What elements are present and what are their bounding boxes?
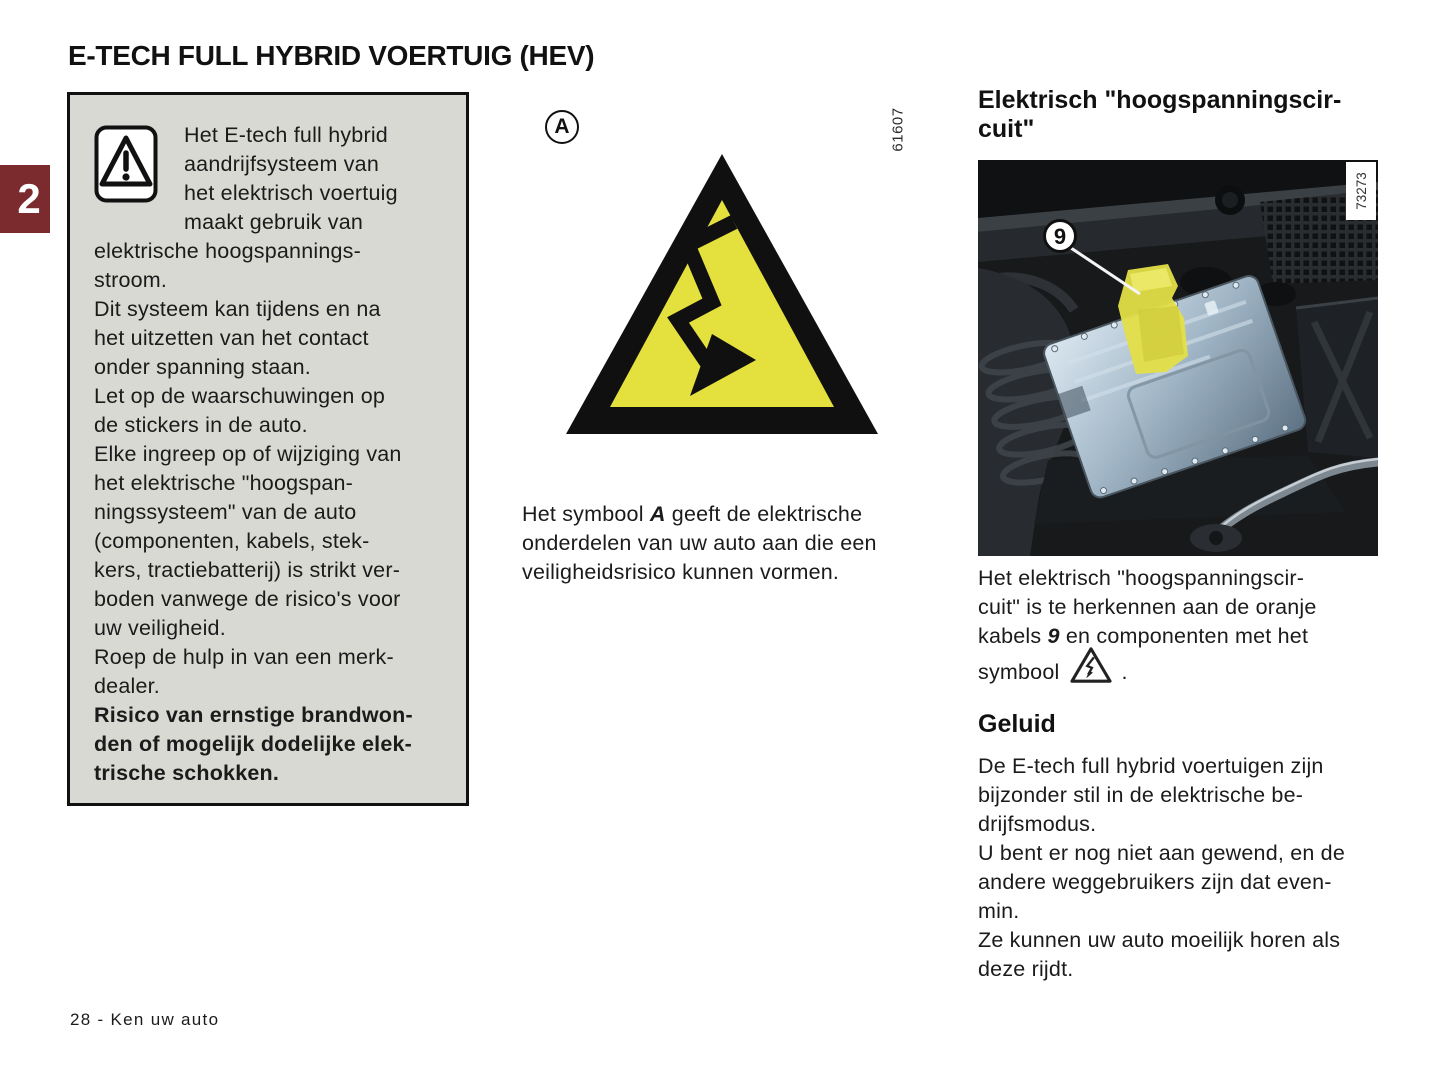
warning-box: [67, 92, 469, 806]
section-heading-geluid: Geluid: [978, 710, 1056, 738]
caption-marker-a: A: [649, 502, 666, 526]
warning-line: Let op de waarschuwingen op: [94, 384, 386, 408]
paragraph-text: .: [1121, 660, 1128, 684]
sound-paragraph: [978, 926, 1340, 984]
section-heading-hoogspanningscircuit: [978, 86, 1341, 143]
high-voltage-symbol-icon: [1069, 645, 1113, 685]
paragraph-line: Ze kunnen uw auto moeilijk horen als: [978, 928, 1341, 952]
heading-line: cuit": [978, 114, 1035, 143]
warning-line: aandrijfsysteem van: [184, 152, 380, 176]
figure-a-caption: [522, 500, 877, 587]
warning-line: Roep de hulp in van een merk-: [94, 645, 394, 669]
warning-line: het elektrische "hoogspan-: [94, 471, 354, 495]
chapter-number: 2: [17, 175, 41, 222]
caption-text: Het symbool: [522, 502, 650, 526]
warning-bold-line: trische schokken.: [94, 761, 280, 785]
paragraph-line: De E-tech full hybrid voertuigen zijn: [978, 754, 1324, 778]
chapter-tab: [0, 165, 50, 233]
figure-number-text: 61607: [889, 106, 907, 152]
callout-reference-9: 9: [1047, 624, 1060, 648]
warning-line: maakt gebruik van: [184, 210, 364, 234]
warning-line: stroom.: [94, 268, 168, 292]
engine-bay-photo: [978, 160, 1378, 556]
caption-line: veiligheidsrisico kunnen vormen.: [522, 560, 840, 584]
warning-line: (componenten, kabels, stek-: [94, 529, 370, 553]
figure-marker-a: [545, 110, 579, 144]
sound-paragraph: [978, 752, 1324, 839]
warning-line: kers, tractiebatterij) is strikt ver-: [94, 558, 401, 582]
warning-bold-line: Risico van ernstige brandwon-: [94, 703, 413, 727]
warning-line: het uitzetten van het contact: [94, 326, 369, 350]
paragraph-circuit: [978, 564, 1317, 651]
caption-text: geeft de elektrische: [665, 502, 863, 526]
warning-line: de stickers in de auto.: [94, 413, 308, 437]
warning-bold-line: den of mogelijk dodelijke elek-: [94, 732, 413, 756]
warning-line: Elke ingreep op of wijziging van: [94, 442, 402, 466]
page-footer: 28 - Ken uw auto: [70, 1010, 220, 1029]
warning-line: het elektrisch voertuig: [184, 181, 398, 205]
paragraph-line: drijfsmodus.: [978, 812, 1097, 836]
high-voltage-triangle-icon: [562, 150, 882, 443]
warning-triangle-icon: [94, 125, 158, 208]
paragraph-line: min.: [978, 899, 1020, 923]
warning-line: uw veiligheid.: [94, 616, 226, 640]
warning-intro-lines: [184, 121, 398, 237]
paragraph-line: cuit" is te herkennen aan de oranje: [978, 595, 1317, 619]
warning-line: Dit systeem kan tijdens en na: [94, 297, 381, 321]
paragraph-text: kabels: [978, 624, 1048, 648]
warning-line: Het E-tech full hybrid: [184, 123, 388, 147]
caption-line: [522, 500, 877, 529]
page-title: E-TECH FULL HYBRID VOERTUIG (HEV): [68, 40, 595, 71]
paragraph-line: U bent er nog niet aan gewend, en de: [978, 841, 1345, 865]
sound-paragraph: [978, 839, 1345, 926]
warning-body: [94, 237, 444, 788]
paragraph-line: deze rijdt.: [978, 957, 1074, 981]
paragraph-line: Het elektrisch "hoogspanningscir-: [978, 566, 1305, 590]
caption-line: onderdelen van uw auto aan die een: [522, 531, 877, 555]
paragraph-line: andere weggebruikers zijn dat even-: [978, 870, 1332, 894]
paragraph-text: en componenten met het: [1059, 624, 1309, 648]
callout-9-number: 9: [1053, 224, 1067, 249]
warning-line: boden vanwege de risico's voor: [94, 587, 401, 611]
warning-line: ningssysteem" van de auto: [94, 500, 357, 524]
warning-line: dealer.: [94, 674, 160, 698]
figure-marker-a-letter: A: [554, 115, 570, 138]
figure-number-61607: [884, 96, 912, 162]
warning-box-header: [94, 121, 444, 237]
figure-number-73273: 73273: [1354, 172, 1369, 210]
warning-line: onder spanning staan.: [94, 355, 311, 379]
heading-line: Elektrisch "hoogspanningscir-: [978, 86, 1342, 114]
warning-line: elektrische hoogspannings-: [94, 239, 361, 263]
paragraph-line: bijzonder stil in de elektrische be-: [978, 783, 1304, 807]
symbol-reference-line: [978, 645, 1128, 687]
paragraph-text: symbool: [978, 660, 1060, 684]
